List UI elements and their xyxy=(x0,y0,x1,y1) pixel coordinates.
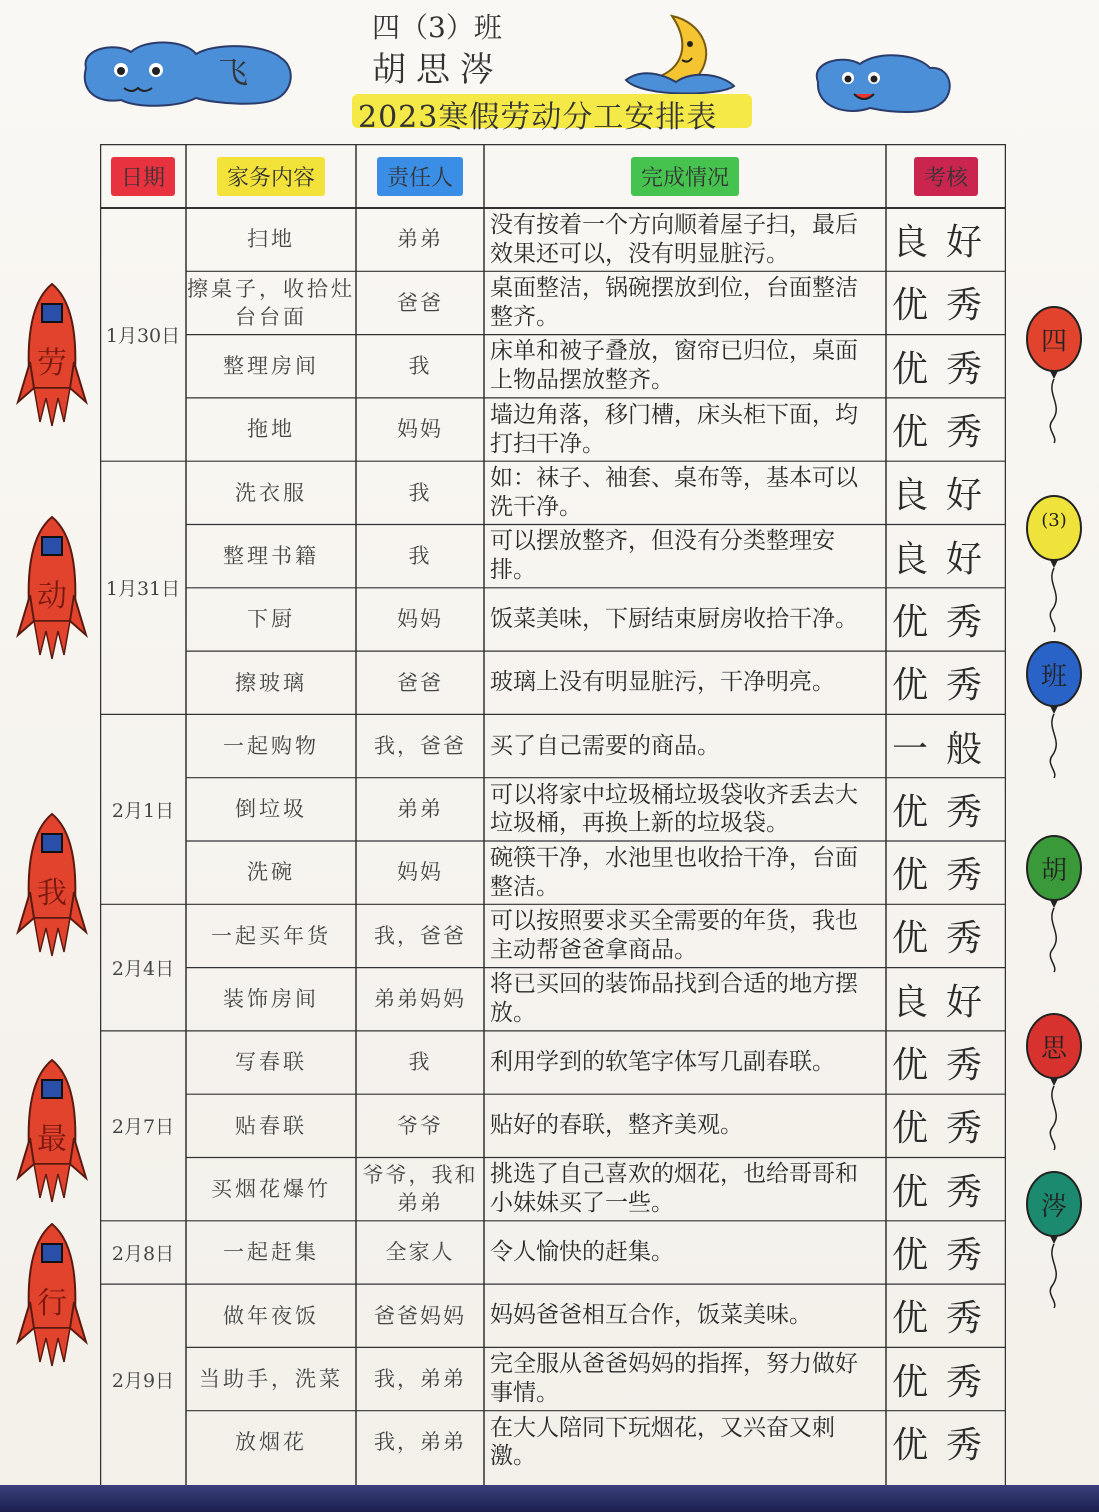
row-status-cell: 可以摆放整齐，但没有分类整理安排。 xyxy=(490,528,835,584)
row-rating-cell: 优秀 xyxy=(891,791,1000,833)
row-status-cell: 碗筷干净，水池里也收拾干净，台面整洁。 xyxy=(490,844,858,900)
row-chore-cell: 拖地 xyxy=(247,417,295,442)
row-chore-cell: 买烟花爆竹 xyxy=(211,1176,331,1201)
row-status-cell: 饭菜美味，下厨结束厨房收拾干净。 xyxy=(490,606,858,633)
row-person-cell: 我 xyxy=(408,1050,432,1075)
moon-icon xyxy=(622,8,742,98)
header-rating-cell xyxy=(886,144,1006,208)
row-chore-cell: 放烟花 xyxy=(235,1430,307,1455)
row-status-cell: 床单和被子叠放，窗帘已归位，桌面上物品摆放整齐。 xyxy=(490,338,858,394)
date-cell: 2月1日 xyxy=(111,799,175,822)
row-chore-cell: 写春联 xyxy=(235,1050,307,1075)
rocket-icon xyxy=(16,282,88,428)
header-status: 完成情况 xyxy=(631,157,739,196)
row-person-cell: 全家人 xyxy=(385,1240,455,1265)
row-status-cell: 妈妈爸爸相互合作，饭菜美味。 xyxy=(490,1302,812,1329)
row-status-cell: 可以将家中垃圾桶垃圾袋收齐丢去大垃圾桶，再换上新的垃圾袋。 xyxy=(490,781,858,837)
row-status-cell: 挑选了自己喜欢的烟花，也给哥哥和小妹妹买了一些。 xyxy=(490,1161,858,1217)
row-person-cell: 妈妈 xyxy=(397,860,443,885)
row-status-cell: 墙边角落，移门槽，床头柜下面，均打扫干净。 xyxy=(490,401,858,457)
balloon-label: 思 xyxy=(1040,1034,1067,1064)
row-person-cell: 我 xyxy=(408,543,432,568)
balloon-icon xyxy=(1024,1170,1084,1310)
rocket-label: 最 xyxy=(37,1122,67,1157)
date-cell: 2月7日 xyxy=(111,1116,175,1139)
header-chore-cell xyxy=(186,144,356,208)
row-status-cell: 没有按着一个方向顺着屋子扫，最后效果还可以，没有明显脏污。 xyxy=(490,211,858,267)
rocket-icon xyxy=(16,515,88,661)
cloud-left-text: 飞 xyxy=(218,56,248,91)
row-rating-cell: 优秀 xyxy=(891,1424,1000,1466)
row-status-cell: 将已买回的装饰品找到合适的地方摆放。 xyxy=(490,971,858,1027)
date-cell: 2月9日 xyxy=(111,1369,175,1392)
row-status-cell: 令人愉快的赶集。 xyxy=(490,1239,674,1266)
page-title: 2023寒假劳动分工安排表 xyxy=(358,100,718,135)
row-rating-cell: 优秀 xyxy=(891,1108,1000,1150)
row-chore-cell: 做年夜饭 xyxy=(223,1303,319,1328)
row-chore-cell: 下厨 xyxy=(247,607,295,632)
row-chore-cell: 擦桌子，收拾灶台台面 xyxy=(187,276,355,329)
row-rating-cell: 优秀 xyxy=(891,285,1000,327)
balloon-icon xyxy=(1024,834,1084,974)
row-chore-cell: 整理房间 xyxy=(223,354,319,379)
row-person-cell: 妈妈 xyxy=(397,417,443,442)
row-chore-cell: 擦玻璃 xyxy=(235,670,307,695)
row-chore-cell: 一起购物 xyxy=(223,733,319,758)
row-status-cell: 贴好的春联，整齐美观。 xyxy=(490,1112,743,1139)
balloon-icon xyxy=(1024,1012,1084,1152)
date-cell: 2月4日 xyxy=(111,958,175,981)
row-person-cell: 弟弟妈妈 xyxy=(374,987,466,1012)
row-chore-cell: 倒垃圾 xyxy=(235,797,307,822)
rocket-label: 动 xyxy=(37,579,67,614)
row-person-cell: 爷爷，我和弟弟 xyxy=(362,1162,478,1216)
header-status-cell xyxy=(484,144,886,208)
rocket-icon xyxy=(16,812,88,958)
row-chore-cell: 洗碗 xyxy=(247,860,295,885)
rocket-label: 我 xyxy=(37,876,67,911)
row-person-cell: 爷爷 xyxy=(397,1113,443,1138)
bottom-band xyxy=(0,1485,1099,1512)
header-person: 责任人 xyxy=(377,157,463,196)
balloon-label: 涔 xyxy=(1040,1192,1067,1222)
row-person-cell: 妈妈 xyxy=(397,607,443,632)
row-person-cell: 爸爸妈妈 xyxy=(374,1303,466,1328)
row-person-cell: 我，弟弟 xyxy=(374,1366,466,1391)
row-rating-cell: 优秀 xyxy=(891,348,1000,390)
row-rating-cell: 良好 xyxy=(891,538,1000,580)
header-date: 日期 xyxy=(111,157,175,196)
header-rating: 考核 xyxy=(914,157,978,196)
row-rating-cell: 优秀 xyxy=(891,1234,1000,1276)
row-rating-cell: 优秀 xyxy=(891,665,1000,707)
row-rating-cell: 优秀 xyxy=(891,601,1000,643)
balloon-label: 班 xyxy=(1040,662,1067,692)
date-cell: 1月30日 xyxy=(105,325,181,348)
class-label: 四（3）班 xyxy=(372,11,502,44)
row-status-cell: 玻璃上没有明显脏污，干净明亮。 xyxy=(490,669,835,696)
row-chore-cell: 洗衣服 xyxy=(235,480,307,505)
balloon-label: 胡 xyxy=(1040,856,1067,886)
row-chore-cell: 一起赶集 xyxy=(223,1240,319,1265)
row-status-cell: 利用学到的软笔字体写几副春联。 xyxy=(490,1049,835,1076)
row-person-cell: 我，弟弟 xyxy=(374,1430,466,1455)
row-rating-cell: 优秀 xyxy=(891,918,1000,960)
row-rating-cell: 优秀 xyxy=(891,855,1000,897)
rocket-icon xyxy=(16,1058,88,1204)
row-rating-cell: 一般 xyxy=(891,728,1000,770)
row-chore-cell: 一起买年货 xyxy=(211,923,331,948)
row-rating-cell: 良好 xyxy=(891,222,1000,264)
row-rating-cell: 优秀 xyxy=(891,1298,1000,1340)
row-chore-cell: 装饰房间 xyxy=(223,987,319,1012)
date-cell: 2月8日 xyxy=(111,1242,175,1265)
rocket-icon xyxy=(16,1222,88,1368)
row-status-cell: 如：袜子、袖套、桌布等，基本可以洗干净。 xyxy=(490,465,858,520)
balloon-label: 四 xyxy=(1040,327,1067,357)
row-rating-cell: 优秀 xyxy=(891,412,1000,454)
chore-table xyxy=(100,144,1006,1494)
cloud-right-icon xyxy=(808,50,958,116)
rocket-label: 劳 xyxy=(37,346,67,381)
date-cell: 1月31日 xyxy=(105,578,181,601)
row-rating-cell: 优秀 xyxy=(891,1171,1000,1213)
row-rating-cell: 优秀 xyxy=(891,1045,1000,1087)
row-person-cell: 我 xyxy=(408,354,432,379)
rocket-label: 行 xyxy=(37,1286,67,1321)
row-status-cell: 完全服从爸爸妈妈的指挥，努力做好事情。 xyxy=(490,1351,858,1407)
balloon-label: (3) xyxy=(1041,510,1067,531)
row-chore-cell: 当助手，洗菜 xyxy=(199,1366,343,1391)
header-person-cell xyxy=(356,144,484,208)
row-person-cell: 弟弟 xyxy=(397,227,443,252)
student-name: 胡思涔 xyxy=(372,50,504,90)
row-person-cell: 弟弟 xyxy=(397,797,443,822)
row-rating-cell: 优秀 xyxy=(891,1361,1000,1403)
row-chore-cell: 贴春联 xyxy=(235,1113,307,1138)
row-status-cell: 可以按照要求买全需要的年货，我也主动帮爸爸拿商品。 xyxy=(490,908,858,963)
row-status-cell: 桌面整洁，锅碗摆放到位，台面整洁整齐。 xyxy=(490,275,858,330)
row-person-cell: 爸爸 xyxy=(397,670,443,695)
row-person-cell: 我 xyxy=(408,480,432,505)
row-chore-cell: 整理书籍 xyxy=(223,543,319,568)
balloon-icon xyxy=(1024,305,1084,445)
row-person-cell: 爸爸 xyxy=(397,290,443,315)
cloud-left-icon xyxy=(76,38,296,108)
header-date-cell xyxy=(100,144,186,208)
row-status-cell: 在大人陪同下玩烟花，又兴奋又刺激。 xyxy=(490,1414,835,1470)
row-person-cell: 我，爸爸 xyxy=(374,923,466,948)
header-chore: 家务内容 xyxy=(217,157,325,196)
row-person-cell: 我，爸爸 xyxy=(374,733,466,758)
balloon-icon xyxy=(1024,494,1084,634)
row-status-cell: 买了自己需要的商品。 xyxy=(490,732,720,759)
row-rating-cell: 良好 xyxy=(891,981,1000,1023)
balloon-icon xyxy=(1024,640,1084,780)
row-rating-cell: 良好 xyxy=(891,475,1000,517)
row-chore-cell: 扫地 xyxy=(247,227,295,252)
